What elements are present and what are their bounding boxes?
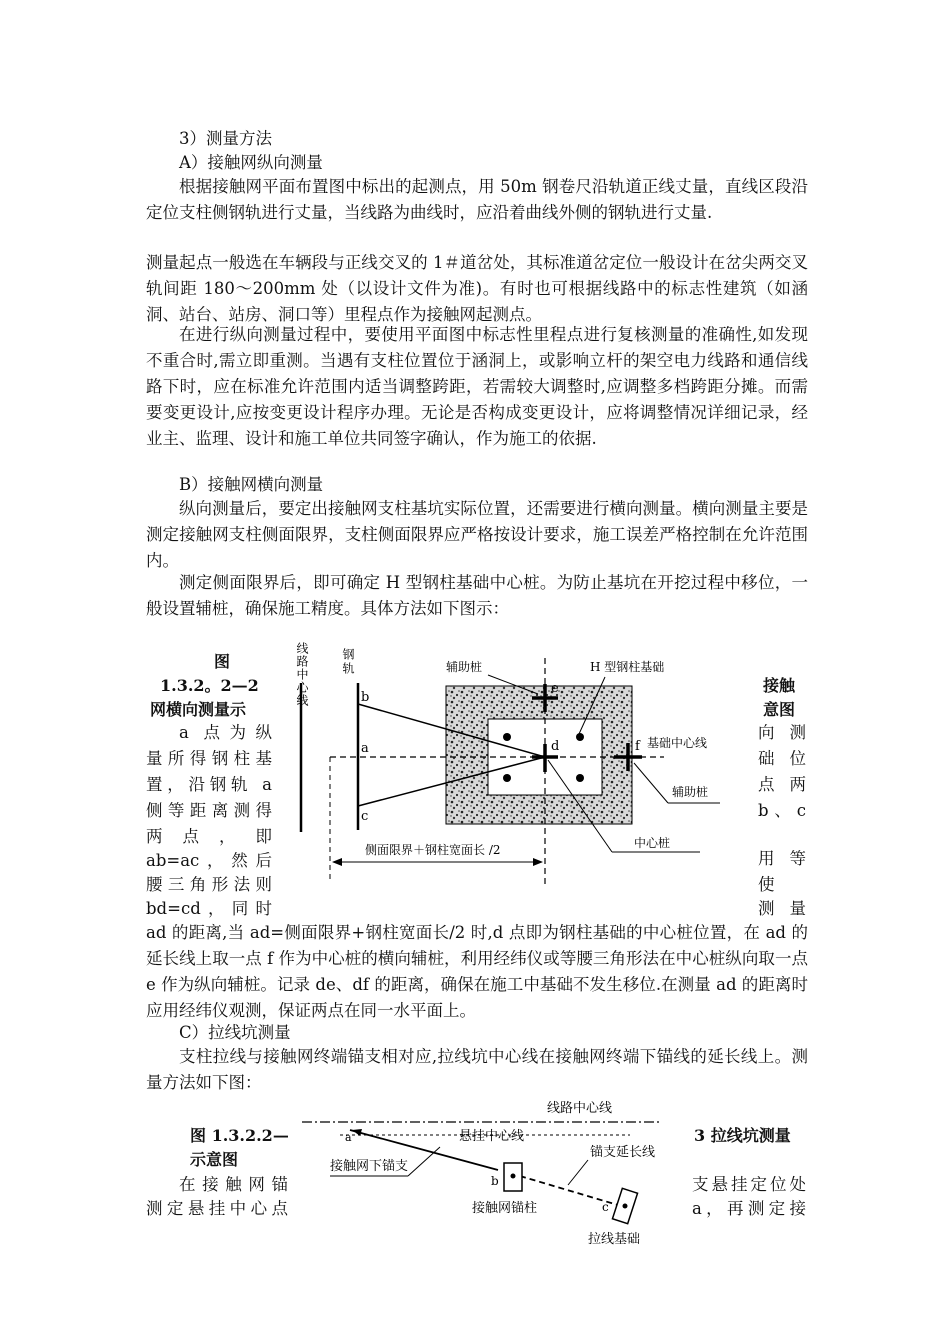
paragraph-guy-pit: 支柱拉线与接触网终端锚支相对应,拉线坑中心线在接触网终端下锚线的延长线上。测量方法如下图：: [146, 1047, 808, 1092]
label-anchor-extension: 锚支延长线: [590, 1145, 656, 1160]
label-line-center: 线路中心线: [547, 1101, 613, 1116]
leader-lower-anchor-diag: [408, 1147, 440, 1176]
label-center-pile: 中心桩: [634, 836, 671, 850]
point-e: e: [551, 681, 559, 696]
left-line: 置，沿钢轨 a: [146, 775, 272, 794]
label-anchor-pole: 接触网锚柱: [472, 1201, 538, 1216]
figure1-caption-line3: 网横向测量示: [150, 700, 247, 719]
heading-longitudinal: A）接触网纵向测量: [179, 153, 323, 172]
paragraph-transverse-2: 测定侧面限界后，即可确定 H 型钢柱基础中心桩。为防止基坑在开挖过程中移位，一般设置辅桩，确保施工精度。具体方法如下图示：: [146, 573, 808, 618]
right-line: 用等: [758, 849, 806, 868]
figure1-caption-right2: 意图: [763, 700, 796, 719]
paragraph-after-figure1: ad 的距离,当 ad=侧面限界+钢柱宽面长/2 时,d 点即为钢柱基础的中心桩位置，在 ad 的延长线上取一点 f 作为中心桩的横向辅桩，利用经纬仪或等腰三角形法在中心桩纵向取一点 e 作为纵向辅桩。记录 de、df 的距离，确保在施工中基础不发生移位.在测量 ad 的距离时应用经纬仪观测，保证两点在同一水平面上。: [146, 923, 808, 1020]
figure2-right-line: a，再测定接: [692, 1199, 806, 1218]
anchor-pole-center: [511, 1174, 516, 1179]
label-line-center: 线路中心线: [295, 642, 309, 707]
label-h-foundation: H 型钢柱基础: [590, 660, 665, 674]
dimension-arrow-left: [332, 858, 342, 866]
foundation-bolt: [503, 733, 511, 741]
left-line: a 点为纵: [179, 723, 272, 742]
label-suspension-center: 悬挂中心线: [459, 1129, 525, 1144]
figure2-caption-line2: 示意图: [190, 1150, 239, 1169]
foundation-bolt: [503, 774, 511, 782]
foundation-bolt: [576, 774, 584, 782]
left-line: 腰三角形法则: [146, 875, 272, 894]
point-d: d: [551, 739, 560, 754]
dimension-arrow-right: [533, 858, 543, 866]
label-guy-foundation: 拉线基础: [588, 1232, 641, 1247]
heading-measure-method: 3）测量方法: [179, 129, 272, 148]
figure2-caption-line1: 图 1.3.2.2—: [190, 1126, 289, 1145]
right-line: 使: [758, 875, 775, 894]
leader-aux-right: [634, 763, 668, 803]
right-line: b、c: [758, 801, 806, 820]
right-line: 点两: [758, 775, 806, 794]
figure2-guy-pit-diagram: [295, 1092, 685, 1252]
point-a: a: [361, 741, 369, 756]
point-c: c: [361, 809, 369, 824]
figure2-caption-right: 3 拉线坑测量: [694, 1126, 791, 1145]
leader-anchor-extension: [568, 1160, 588, 1185]
left-line: bd=cd，同时: [146, 899, 272, 918]
figure2-right-line: 支悬挂定位处: [692, 1175, 806, 1194]
right-line: 础位: [758, 749, 806, 768]
paragraph-longitudinal-1: 根据接触网平面布置图中标出的起测点，用 50m 钢卷尺沿轨道正线丈量，直线区段沿定位支柱侧钢轨进行丈量，当线路为曲线时，应沿着曲线外侧的钢轨进行丈量.: [146, 177, 808, 222]
guy-foundation-center: [623, 1204, 628, 1209]
label-aux-pile-top: 辅助桩: [446, 660, 483, 674]
paragraph-longitudinal-2: 测量起点一般选在车辆段与正线交叉的 1＃道岔处，其标准道岔定位一般设计在岔尖两交叉轨间距 180～200mm 处（以设计文件为准)。有时也可根据线路中的标志性建筑（如涵洞、站台、站房、洞口等）里程点作为接触网起测点。: [146, 253, 808, 324]
left-line: 侧等距离测得: [146, 801, 272, 820]
point-b: b: [491, 1174, 499, 1188]
label-foundation-center: 基础中心线: [647, 736, 708, 750]
figure2-left-line: 在接触网锚: [179, 1175, 288, 1194]
right-line: 测量: [758, 899, 806, 918]
paragraph-longitudinal-3: 在进行纵向测量过程中，要使用平面图中标志性里程点进行复核测量的准确性,如发现不重合时,需立即重测。当遇有支柱位置位于涵洞上，或影响立杆的架空电力线路和通信线路下时，应在标准允许范围内适当调整跨距，若需较大调整时,应调整多档跨距分摊。而需要变更设计,应按变更设计程序办理。无论是否构成变更设计，应将调整情况详细记录，经业主、监理、设计和施工单位共同签字确认，作为施工的依据.: [146, 325, 808, 448]
left-line: 量所得钢柱基: [146, 749, 272, 768]
figure1-caption-line2: 1.3.2。2—2: [160, 676, 259, 695]
heading-transverse: B）接触网横向测量: [179, 475, 324, 494]
point-b: b: [361, 690, 370, 705]
figure1-caption-line1: 图: [214, 652, 231, 671]
heading-guy-pit: C）拉线坑测量: [179, 1023, 291, 1042]
left-line: 两点，即: [146, 827, 272, 846]
label-dimension: 侧面限界＋钢柱宽面长 /2: [365, 843, 501, 857]
figure1-caption-right1: 接触: [763, 676, 796, 695]
foundation-bolt: [576, 733, 584, 741]
paragraph-transverse-1: 纵向测量后，要定出接触网支柱基坑实际位置，还需要进行横向测量。横向测量主要是测定接触网支柱侧面限界，支柱侧面限界应严格按设计要求，施工误差严格控制在允许范围内。: [146, 499, 808, 570]
point-a: a: [345, 1131, 352, 1144]
label-lower-anchor: 接触网下锚支: [330, 1159, 409, 1174]
figure2-left-line: 测定悬挂中心点: [146, 1199, 288, 1218]
point-f: f: [635, 739, 640, 754]
right-line: 向测: [758, 723, 806, 742]
label-aux-pile-right: 辅助桩: [672, 785, 709, 799]
point-c: c: [602, 1200, 609, 1214]
label-rail: 钢轨: [341, 648, 355, 676]
left-line: ab=ac，然后: [146, 851, 272, 870]
figure1-transverse-diagram: [280, 628, 750, 888]
